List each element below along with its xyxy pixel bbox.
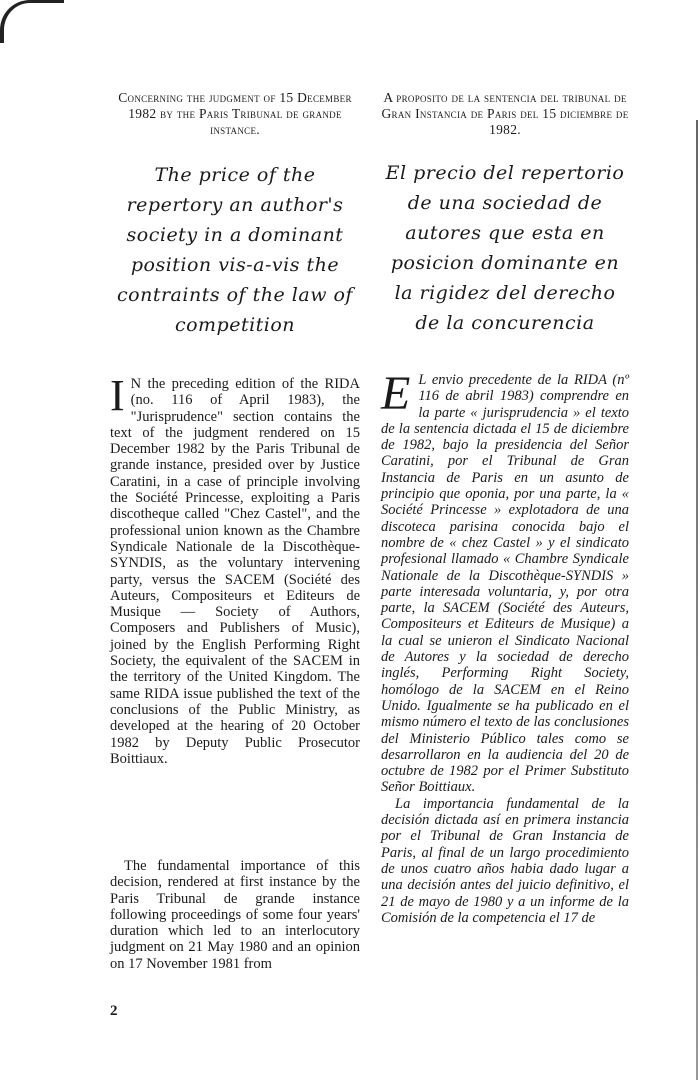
english-heading: Concerning the judgment of 15 December 1982 by the Paris Tribunal de grande instance. [118, 90, 352, 137]
english-paragraph-2-text: The fundamental importance of this decision, rendered at first instance by the Paris Tribunal de grande instance following proceedings of some four years' duration which led to an interlocutory judgment on 21 May 1980 and an opinion on 17 November 1981 from [110, 858, 360, 972]
scan-right-edge [696, 120, 698, 1080]
spanish-heading: A proposito de la sentencia del tribunal de Gran Instancia de Paris del 15 diciembre de 1982. [381, 90, 629, 137]
english-paragraph-2 [110, 858, 360, 972]
spanish-paragraph-1 [381, 367, 629, 796]
spanish-dropcap: E [381, 367, 411, 420]
spanish-paragraph-1-text: L envio precedente de la RIDA (nº 116 de abril 1983) comprendre en la parte « jurisprudencia » el texto de la sentencia dictada el 15 de diciembre de 1982, bajo la presidencia del Señor Caratini, por el Tribunal de Gran Instancia de Paris en un asunto de principio que oponia, por una parte, la « Société Princesse » explotadora de una discoteca parisina conocida bajo el nombre de « chez Castel » y el sindicato profesional llamado « Chambre Syndicale Nationale de la Discothèque-SYNDIS » parte interesada voluntaria, y, por otra parte, la SACEM (Société des Auteurs, Compositeurs et Editeurs de Musique) a la cual se unieron el Sindicato Nacional de Autores y la sociedad de derecho inglés, Performing Right Society, homólogo de la SACEM en el Reino Unido. Igualmente se ha publicado en el mismo número el texto de las conclusiones del Ministerio Público tales como se desarrollaron en la audiencia del 20 de octubre de 1982 por el Primer Substituto Señor Boittiaux. [381, 372, 629, 796]
spanish-paragraph-2: La importancia fundamental de la decisión dictada así en primera instancia por el Tribunal de Gran Instancia de Paris, al final de un largo procedimiento de unos cuatro años habia dado lugar a una decisión antes del juicio definitivo, el 21 de mayo de 1980 y a un informe de la Comisión de la competencia el 17 de [381, 795, 629, 926]
english-dropcap: I [110, 371, 125, 420]
english-title: The price of the repertory an author's society in a dominant position vis-a-vis the contraints of the law of competition [117, 164, 353, 336]
page-number: 2 [110, 1003, 118, 1019]
english-paragraph-1 [110, 371, 360, 767]
english-paragraph-1-text: N the preceding edition of the RIDA (no. 116 of April 1983), the "Jurisprudence" section contains the text of the judgment rendered on 15 December 1982 by the Paris Tribunal de grande instance, presided over by Justice Caratini, in a case of principle involving the Société Princesse, exploiting a Paris discotheque called "Chez Castel", and the professional union known as the Chambre Syndicale Nationale de la Discothèque-SYNDIS, as the voluntary intervening party, versus the SACEM (Société des Auteurs, Compositeurs et Editeurs de Musique — Society of Authors, Composers and Publishers of Music), joined by the English Performing Right Society, the equivalent of the SACEM in the territory of the United Kingdom. The same RIDA issue published the text of the conclusions of the Public Ministry, as developed at the hearing of 20 October 1982 by Deputy Public Prosecutor Boittiaux. [110, 376, 360, 767]
spanish-title: El precio del repertorio de una sociedad de autores que esta en posicion dominante en la rigidez del derecho de la concurencia [385, 162, 625, 334]
spanish-body [381, 367, 629, 926]
english-body [110, 371, 360, 767]
scan-edge-mark [0, 0, 64, 43]
